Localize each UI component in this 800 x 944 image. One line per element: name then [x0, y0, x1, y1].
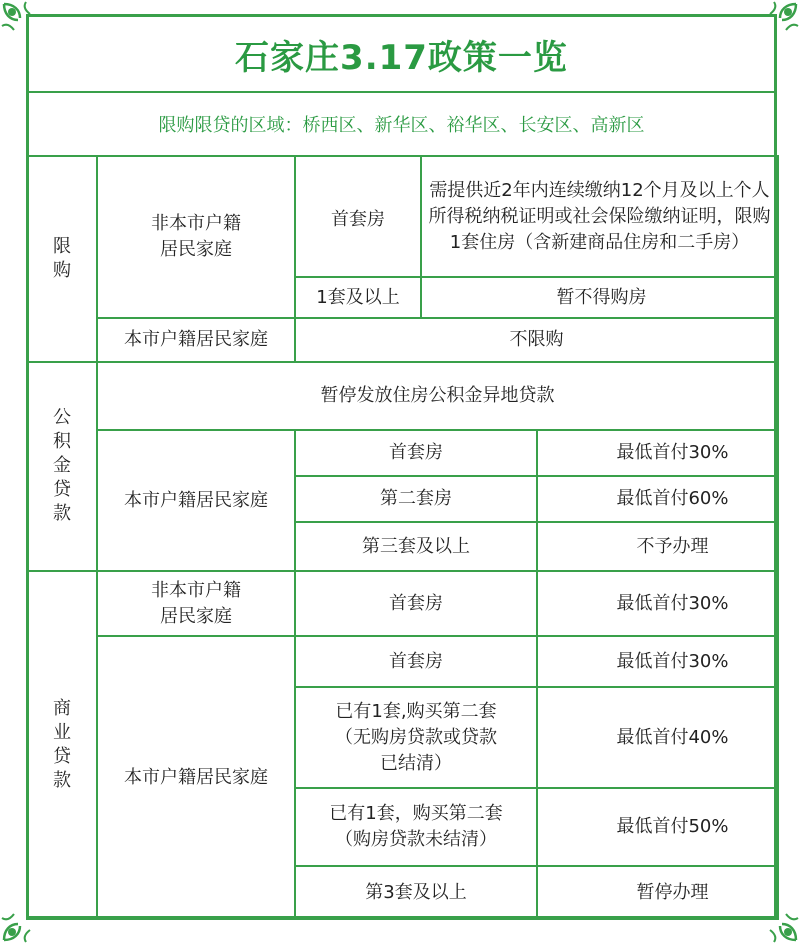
fund-row-label: 第二套房 [295, 476, 537, 522]
fund-row-label: 第三套及以上 [295, 522, 537, 571]
purchase-nonlocal-family: 非本市户籍 居民家庭 [97, 156, 295, 318]
category-commercial-loan: 商业贷款 [27, 571, 97, 919]
fund-loan-local-family: 本市户籍居民家庭 [97, 430, 295, 571]
fund-row-value: 最低首付60% [537, 476, 778, 522]
fund-row-label: 首套房 [295, 430, 537, 476]
commercial-row-label: 已有1套,购买第二套 （无购房贷款或贷款 已结清） [295, 687, 537, 788]
fund-row-value: 最低首付30% [537, 430, 778, 476]
purchase-local-rule: 不限购 [295, 318, 778, 362]
commercial-row-value: 暂停办理 [537, 866, 778, 919]
commercial-row-label: 首套房 [295, 636, 537, 687]
fund-loan-notice: 暂停发放住房公积金异地贷款 [97, 362, 778, 430]
page-title: 石家庄3.17政策一览 [235, 37, 568, 78]
purchase-first-home-requirement: 需提供近2年内连续缴纳12个月及以上个人所得税纳税证明或社会保险缴纳证明，限购1套住房（含新建商品住房和二手房） [421, 156, 778, 277]
commercial-row-value: 最低首付30% [537, 636, 778, 687]
commercial-row-value: 最低首付30% [537, 571, 778, 636]
region-notice: 限购限贷的区域：桥西区、新华区、裕华区、长安区、高新区 [158, 115, 645, 136]
purchase-local-family: 本市户籍居民家庭 [97, 318, 295, 362]
commercial-row-label: 首套房 [295, 571, 537, 636]
commercial-nonlocal-family: 非本市户籍 居民家庭 [97, 571, 295, 636]
purchase-one-or-more-rule: 暂不得购房 [421, 277, 778, 318]
commercial-row-label: 已有1套，购买第二套 （购房贷款未结清） [295, 788, 537, 866]
fund-row-value: 不予办理 [537, 522, 778, 571]
category-fund-loan: 公积金贷款 [27, 362, 97, 571]
commercial-row-value: 最低首付50% [537, 788, 778, 866]
commercial-row-value: 最低首付40% [537, 687, 778, 788]
purchase-one-or-more-label: 1套及以上 [295, 277, 421, 318]
category-purchase: 限购 [27, 156, 97, 362]
policy-table [26, 155, 779, 920]
commercial-local-family: 本市户籍居民家庭 [97, 636, 295, 919]
commercial-row-label: 第3套及以上 [295, 866, 537, 919]
purchase-first-home-label: 首套房 [295, 156, 421, 277]
